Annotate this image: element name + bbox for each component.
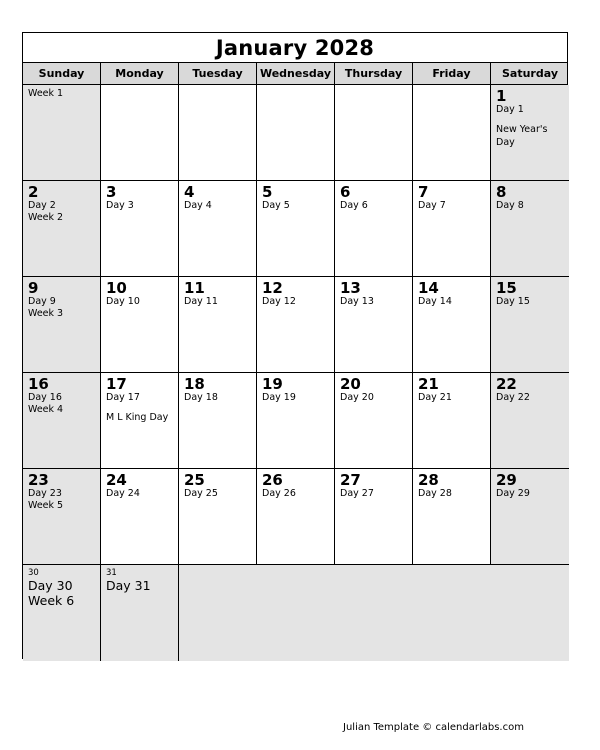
- date-number: 20: [340, 375, 361, 393]
- date-number: 3: [106, 183, 117, 201]
- day-cell: [491, 469, 569, 565]
- date-number: 24: [106, 471, 127, 489]
- date-number: 18: [184, 375, 205, 393]
- week-row-2: [23, 181, 567, 277]
- day-cell: [413, 373, 491, 469]
- julian-day: Day 7: [418, 200, 446, 211]
- julian-day: Day 8: [496, 200, 524, 211]
- date-number: 15: [496, 279, 517, 297]
- day-cell-empty: [335, 85, 413, 181]
- julian-day: Day 29: [496, 488, 530, 499]
- week-row-5: [23, 469, 567, 565]
- date-number: 16: [28, 375, 49, 393]
- weekday-saturday: Saturday: [502, 67, 558, 80]
- date-number: 9: [28, 279, 39, 297]
- date-number: 29: [496, 471, 517, 489]
- day-cell: [179, 181, 257, 277]
- day-cell: [335, 277, 413, 373]
- julian-day: Day 15: [496, 296, 530, 307]
- empty-trailing-area: [179, 565, 569, 661]
- day-cell-empty: [257, 85, 335, 181]
- julian-day: Day 20: [340, 392, 374, 403]
- julian-day: Day 11: [184, 296, 218, 307]
- week-row-3: [23, 277, 567, 373]
- day-cell-empty: [101, 85, 179, 181]
- day-cell: [335, 181, 413, 277]
- julian-day: Day 23: [28, 488, 62, 499]
- week-number-label: Week 5: [28, 500, 64, 511]
- julian-day: Day 9: [28, 296, 56, 307]
- date-number: 7: [418, 183, 429, 201]
- date-number: 21: [418, 375, 439, 393]
- date-number: 26: [262, 471, 283, 489]
- day-cell: [491, 181, 569, 277]
- day-cell: [491, 277, 569, 373]
- julian-day: Day 6: [340, 200, 368, 211]
- weekday-friday: Friday: [413, 63, 491, 84]
- holiday-label: New Year's Day: [496, 124, 548, 148]
- julian-day: Day 18: [184, 392, 218, 403]
- date-number: 8: [496, 183, 507, 201]
- julian-day: Day 30: [28, 578, 73, 593]
- day-cell: [413, 277, 491, 373]
- day-cell-empty: [413, 85, 491, 181]
- week-number-label: Week 6: [28, 593, 75, 608]
- date-number: 1: [496, 87, 507, 105]
- julian-day: Day 4: [184, 200, 212, 211]
- day-cell: [179, 277, 257, 373]
- weekday-monday: Monday: [101, 63, 179, 84]
- day-cell: [335, 469, 413, 565]
- julian-day: Day 16: [28, 392, 62, 403]
- date-number: 22: [496, 375, 517, 393]
- date-number: 12: [262, 279, 283, 297]
- date-number: 23: [28, 471, 49, 489]
- day-cell: [101, 565, 179, 661]
- week-number-label: Week 3: [28, 308, 64, 319]
- date-number: 2: [28, 183, 39, 201]
- day-cell: [101, 181, 179, 277]
- day-cell: [413, 469, 491, 565]
- julian-day: Day 1: [496, 104, 524, 115]
- julian-day: Day 26: [262, 488, 296, 499]
- calendar-title: January 2028: [23, 33, 567, 63]
- date-number: 31: [106, 568, 117, 578]
- julian-day: Day 3: [106, 200, 134, 211]
- day-cell: [179, 469, 257, 565]
- date-number: 10: [106, 279, 127, 297]
- date-number: 11: [184, 279, 205, 297]
- julian-day: Day 25: [184, 488, 218, 499]
- day-cell: [23, 181, 101, 277]
- day-cell: [257, 277, 335, 373]
- week-row-4: [23, 373, 567, 469]
- date-number: 19: [262, 375, 283, 393]
- julian-day: Day 19: [262, 392, 296, 403]
- julian-day: Day 10: [106, 296, 140, 307]
- date-number: 13: [340, 279, 361, 297]
- date-number: 30: [28, 568, 39, 578]
- calendar-grid: [23, 85, 567, 661]
- date-number: 4: [184, 183, 195, 201]
- week-number-label: Week 2: [28, 212, 64, 223]
- day-cell: [23, 469, 101, 565]
- day-cell: [491, 373, 569, 469]
- julian-day: Day 12: [262, 296, 296, 307]
- day-cell-empty: [23, 85, 101, 181]
- julian-day: Day 13: [340, 296, 374, 307]
- day-cell: [101, 373, 179, 469]
- day-cell: [101, 277, 179, 373]
- julian-day: Day 17: [106, 392, 140, 403]
- day-cell: [257, 373, 335, 469]
- week-number-label: Week 1: [28, 88, 64, 99]
- date-number: 28: [418, 471, 439, 489]
- julian-day: Day 21: [418, 392, 452, 403]
- date-number: 14: [418, 279, 439, 297]
- day-cell: [23, 277, 101, 373]
- week-number-label: Week 4: [28, 404, 64, 415]
- day-cell: [413, 181, 491, 277]
- day-cell: [101, 469, 179, 565]
- week-row-1: [23, 85, 567, 181]
- day-cell: [179, 373, 257, 469]
- day-cell: [23, 565, 101, 661]
- day-cell: [257, 469, 335, 565]
- date-number: 27: [340, 471, 361, 489]
- day-cell: [23, 373, 101, 469]
- julian-day: Day 27: [340, 488, 374, 499]
- calendar: [22, 32, 568, 659]
- holiday-label: M L King Day: [106, 412, 169, 423]
- julian-day: Day 14: [418, 296, 452, 307]
- date-number: 25: [184, 471, 205, 489]
- date-number: 6: [340, 183, 351, 201]
- date-number: 17: [106, 375, 127, 393]
- weekday-wednesday: Wednesday: [257, 63, 335, 84]
- julian-day: Day 28: [418, 488, 452, 499]
- julian-day: Day 22: [496, 392, 530, 403]
- day-cell-empty: [179, 85, 257, 181]
- weekday-thursday: Thursday: [335, 63, 413, 84]
- weekday-sunday: Sunday: [23, 63, 101, 84]
- date-number: 5: [262, 183, 273, 201]
- julian-day: Day 24: [106, 488, 140, 499]
- week-row-6: [23, 565, 567, 661]
- julian-day: Day 5: [262, 200, 290, 211]
- footer-credit: Julian Template © calendarlabs.com: [343, 722, 524, 733]
- weekday-header-row: [23, 63, 567, 85]
- weekday-tuesday: Tuesday: [179, 63, 257, 84]
- day-cell: [491, 85, 569, 181]
- julian-day: Day 2: [28, 200, 56, 211]
- day-cell: [335, 373, 413, 469]
- julian-day: Day 31: [106, 578, 151, 593]
- day-cell: [257, 181, 335, 277]
